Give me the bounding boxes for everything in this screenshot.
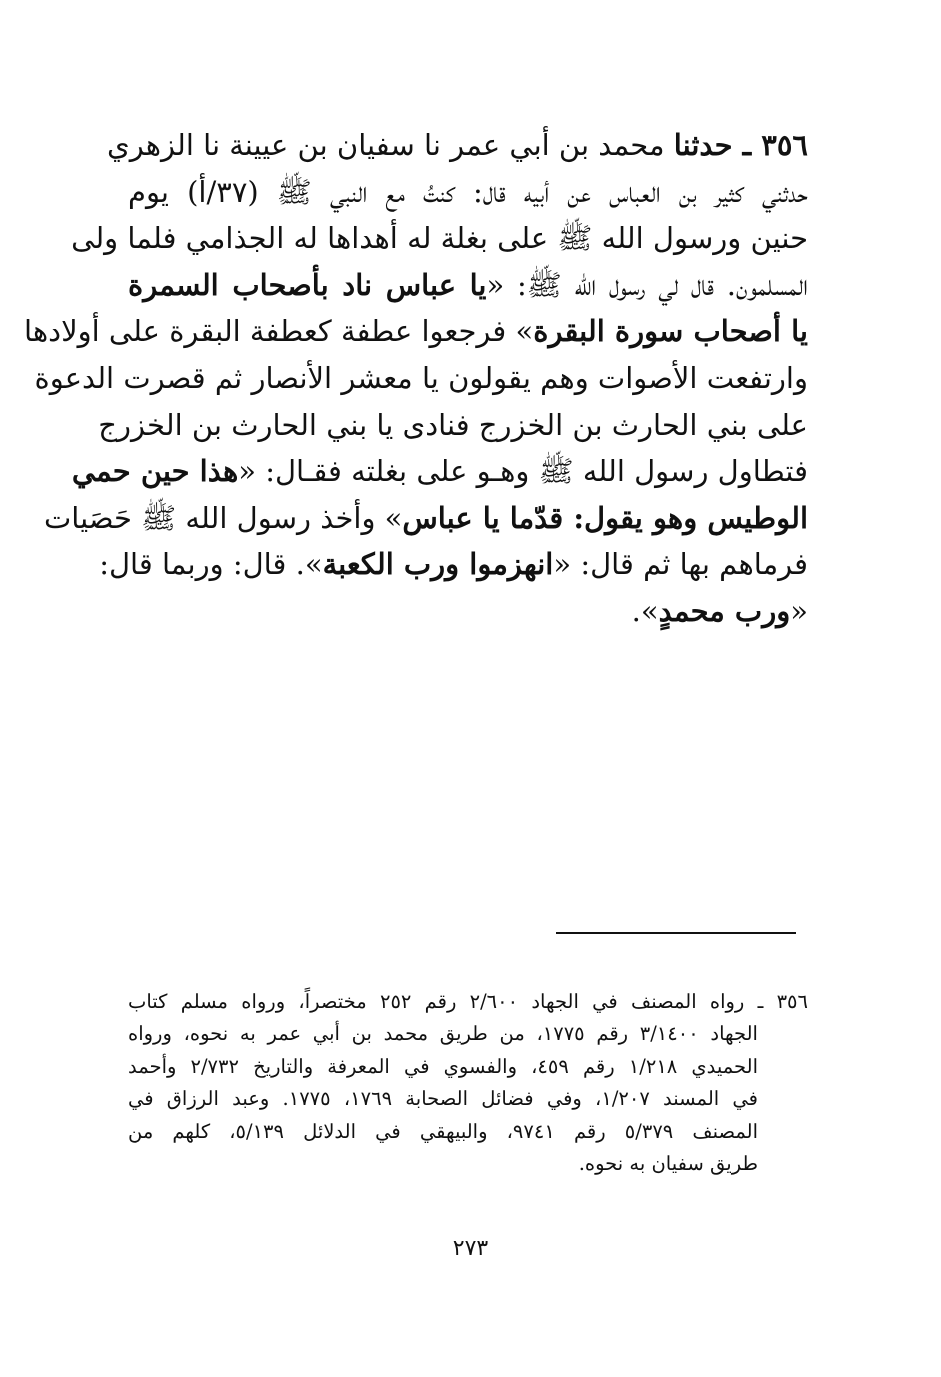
- hadith-line: [24, 308, 808, 355]
- hadith-line: [34, 355, 808, 402]
- hadith-line: [128, 262, 808, 309]
- text-run: وارتفعت الأصوات وهم يقولون يا معشر الأنصار ثم قصرت الدعوة: [34, 360, 808, 395]
- bold-text-run: يا أصحاب سورة البقرة: [533, 314, 808, 349]
- text-run: فرماهم بها ثم قال: «: [553, 547, 808, 582]
- bold-text-run: الوطيس وهو يقول: قدّما يا عباس: [402, 500, 808, 535]
- hadith-line: [71, 215, 808, 262]
- text-run: «: [790, 593, 808, 628]
- text-run: على بني الحارث بن الخزرج فنادى يا بني الحارث بن الخزرج: [98, 407, 808, 442]
- text-run: ».: [631, 593, 659, 628]
- text-run: » فرجعوا عطفة كعطفة البقرة على أولادها: [24, 314, 534, 349]
- hadith-line: [107, 122, 808, 169]
- text-run: ». قال: وربما قال:: [99, 547, 323, 582]
- page-number: ٢٧٣: [452, 1236, 489, 1261]
- text-run: المسلمون. قال لي رسول الله ﷺ: «: [486, 267, 808, 302]
- hadith-line: [71, 448, 808, 495]
- footnote-line: المصنف ٥/٣٧٩ رقم ٩٧٤١، والبيهقي في الدلائل ٥/١٣٩، كلهم من: [128, 1119, 758, 1143]
- bold-text-run: انهزموا ورب الكعبة: [322, 547, 554, 582]
- hadith-line: [128, 588, 808, 635]
- footnote-separator: [556, 932, 796, 934]
- hadith-line: [43, 495, 808, 542]
- footnote-line: ٣٥٦ ـ رواه المصنف في الجهاد ٢/٦٠٠ رقم ٢٥٢ مختصراً، ورواه مسلم كتاب: [128, 990, 808, 1013]
- text-run: حنين ورسول الله ﷺ على بغلة له أهداها له الجذامي فلما ولى: [71, 221, 808, 256]
- hadith-line: [98, 402, 808, 449]
- hadith-line: [99, 541, 808, 588]
- text-run: فتطاول رسول الله ﷺ وهـو على بغلته فقـال: «: [238, 454, 808, 489]
- bold-text-run: هذا حين حمي: [71, 454, 239, 489]
- bold-text-run: ورب محمدٍ: [658, 593, 791, 628]
- text-run: محمد بن أبي عمر نا سفيان بن عيينة نا الزهري: [107, 128, 674, 162]
- text-run: حدثني كثير بن العباس عن أبيه قال: كنتُ مع النبي ﷺ (٣٧/أ) يوم: [128, 174, 808, 209]
- footnote-text: [128, 986, 808, 1180]
- footnote-line: الجهاد ٣/١٤٠٠ رقم ١٧٧٥، من طريق محمد بن أبي عمر به نحوه، ورواه: [128, 1022, 758, 1046]
- footnote-line: طريق سفيان به نحوه.: [578, 1152, 758, 1176]
- hadith-line: [128, 169, 808, 216]
- bold-text-run: يا عباس ناد بأصحاب السمرة: [128, 267, 487, 302]
- footnote-line: في المسند ١/٢٠٧، وفي فضائل الصحابة ١٧٦٩، ١٧٧٥. وعبد الرزاق في: [128, 1087, 758, 1111]
- hadith-text: [24, 122, 808, 635]
- footnote-line: الحميدي ١/٢١٨ رقم ٤٥٩، والفسوي في المعرفة والتاريخ ٢/٧٣٢ وأحمد: [128, 1054, 758, 1078]
- bold-text-run: حدثنا: [673, 128, 733, 162]
- bold-text-run: ٣٥٦ ـ: [732, 128, 808, 162]
- text-run: » وأخذ رسول الله ﷺ حَصَيات: [43, 500, 403, 535]
